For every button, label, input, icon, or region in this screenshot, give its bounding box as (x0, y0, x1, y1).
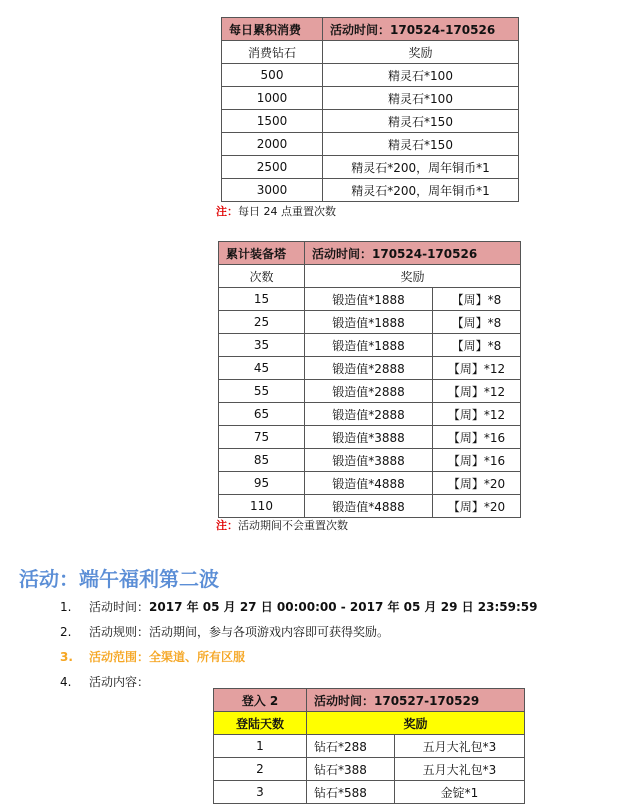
table-row (219, 449, 521, 472)
table-title: 累计装备塔 (219, 242, 305, 265)
column-header: 登陆天数 (214, 712, 307, 735)
reward-cell: 锻造值*2888 (305, 403, 433, 426)
table-row (219, 495, 521, 518)
reward-cell: 锻造值*1888 (305, 288, 433, 311)
reward-cell: 锻造值*4888 (305, 495, 433, 518)
list-item (60, 620, 537, 645)
amount-cell: 1000 (222, 87, 323, 110)
extra-cell: 五月大礼包*3 (395, 758, 525, 781)
extra-cell: 【周】*20 (433, 495, 521, 518)
item-label: 活动规则： (89, 625, 150, 639)
extra-cell: 【周】*12 (433, 357, 521, 380)
count-cell: 75 (219, 426, 305, 449)
note-label: 注： (216, 519, 238, 532)
table-row (222, 179, 519, 202)
table-row (214, 781, 525, 804)
activity-time: 活动时间：170527-170529 (307, 689, 525, 712)
table-row (219, 403, 521, 426)
note-label: 注： (216, 205, 238, 218)
extra-cell: 【周】*16 (433, 426, 521, 449)
reward-cell: 精灵石*200，周年铜币*1 (323, 179, 519, 202)
table1-note (216, 203, 336, 219)
table-row (222, 156, 519, 179)
extra-cell: 【周】*8 (433, 311, 521, 334)
item-value: 活动期间，参与各项游戏内容即可获得奖励。 (149, 625, 390, 639)
count-cell: 55 (219, 380, 305, 403)
table-row (222, 64, 519, 87)
table-title: 每日累积消费 (222, 18, 323, 41)
table-row (219, 380, 521, 403)
column-header: 奖励 (323, 41, 519, 64)
amount-cell: 2500 (222, 156, 323, 179)
activity-title: 活动：端午福利第二波 (19, 567, 219, 591)
reward-cell: 钻石*388 (307, 758, 395, 781)
activity-details-list (60, 595, 537, 695)
table-row (214, 758, 525, 781)
count-cell: 35 (219, 334, 305, 357)
extra-cell: 【周】*12 (433, 403, 521, 426)
list-number: 3. (60, 650, 73, 664)
reward-cell: 锻造值*1888 (305, 311, 433, 334)
table-row (214, 735, 525, 758)
reward-cell: 锻造值*4888 (305, 472, 433, 495)
reward-cell: 精灵石*100 (323, 64, 519, 87)
reward-cell: 锻造值*3888 (305, 449, 433, 472)
item-label: 活动时间： (89, 600, 150, 614)
count-cell: 85 (219, 449, 305, 472)
amount-cell: 1500 (222, 110, 323, 133)
list-item (60, 645, 537, 670)
extra-cell: 【周】*8 (433, 334, 521, 357)
list-item (60, 595, 537, 620)
count-cell: 45 (219, 357, 305, 380)
table-row (219, 426, 521, 449)
reward-cell: 锻造值*1888 (305, 334, 433, 357)
count-cell: 95 (219, 472, 305, 495)
reward-cell: 锻造值*2888 (305, 357, 433, 380)
table2-note (216, 517, 348, 533)
equipment-tower-table (218, 241, 521, 518)
table-header-row (214, 689, 525, 712)
reward-cell: 钻石*288 (307, 735, 395, 758)
table-row (219, 472, 521, 495)
table-header-row (222, 18, 519, 41)
amount-cell: 500 (222, 64, 323, 87)
reward-cell: 锻造值*2888 (305, 380, 433, 403)
day-cell: 3 (214, 781, 307, 804)
extra-cell: 五月大礼包*3 (395, 735, 525, 758)
column-header: 奖励 (307, 712, 525, 735)
extra-cell: 【周】*8 (433, 288, 521, 311)
table-row (219, 334, 521, 357)
list-number: 4. (60, 675, 72, 689)
table-title: 登入 2 (214, 689, 307, 712)
reward-cell: 精灵石*200，周年铜币*1 (323, 156, 519, 179)
amount-cell: 2000 (222, 133, 323, 156)
column-header: 次数 (219, 265, 305, 288)
table-row (222, 87, 519, 110)
item-value: 全渠道、所有区服 (149, 650, 246, 664)
extra-cell: 金锭*1 (395, 781, 525, 804)
list-number: 1. (60, 600, 72, 614)
count-cell: 25 (219, 311, 305, 334)
table-row (222, 110, 519, 133)
table-row (222, 133, 519, 156)
count-cell: 65 (219, 403, 305, 426)
extra-cell: 【周】*12 (433, 380, 521, 403)
day-cell: 1 (214, 735, 307, 758)
activity-time: 活动时间：170524-170526 (323, 18, 519, 41)
item-label: 活动范围： (89, 650, 150, 664)
table-row (219, 311, 521, 334)
reward-cell: 锻造值*3888 (305, 426, 433, 449)
column-header: 消费钻石 (222, 41, 323, 64)
extra-cell: 【周】*16 (433, 449, 521, 472)
item-value: 2017 年 05 月 27 日 00:00:00 - 2017 年 05 月 29 日 23:59:59 (149, 600, 538, 614)
table-header-row (219, 242, 521, 265)
column-header-row (219, 265, 521, 288)
count-cell: 110 (219, 495, 305, 518)
column-header-row (214, 712, 525, 735)
table-row (219, 357, 521, 380)
table-row (219, 288, 521, 311)
amount-cell: 3000 (222, 179, 323, 202)
column-header-row (222, 41, 519, 64)
reward-cell: 精灵石*100 (323, 87, 519, 110)
column-header: 奖励 (305, 265, 521, 288)
list-number: 2. (60, 625, 72, 639)
note-text: 每日 24 点重置次数 (238, 205, 336, 218)
item-label: 活动内容： (89, 675, 150, 689)
activity-time: 活动时间：170524-170526 (305, 242, 521, 265)
reward-cell: 精灵石*150 (323, 133, 519, 156)
extra-cell: 【周】*20 (433, 472, 521, 495)
login-reward-table (213, 688, 525, 804)
reward-cell: 精灵石*150 (323, 110, 519, 133)
day-cell: 2 (214, 758, 307, 781)
daily-spend-table (221, 17, 519, 202)
note-text: 活动期间不会重置次数 (238, 519, 348, 532)
reward-cell: 钻石*588 (307, 781, 395, 804)
count-cell: 15 (219, 288, 305, 311)
